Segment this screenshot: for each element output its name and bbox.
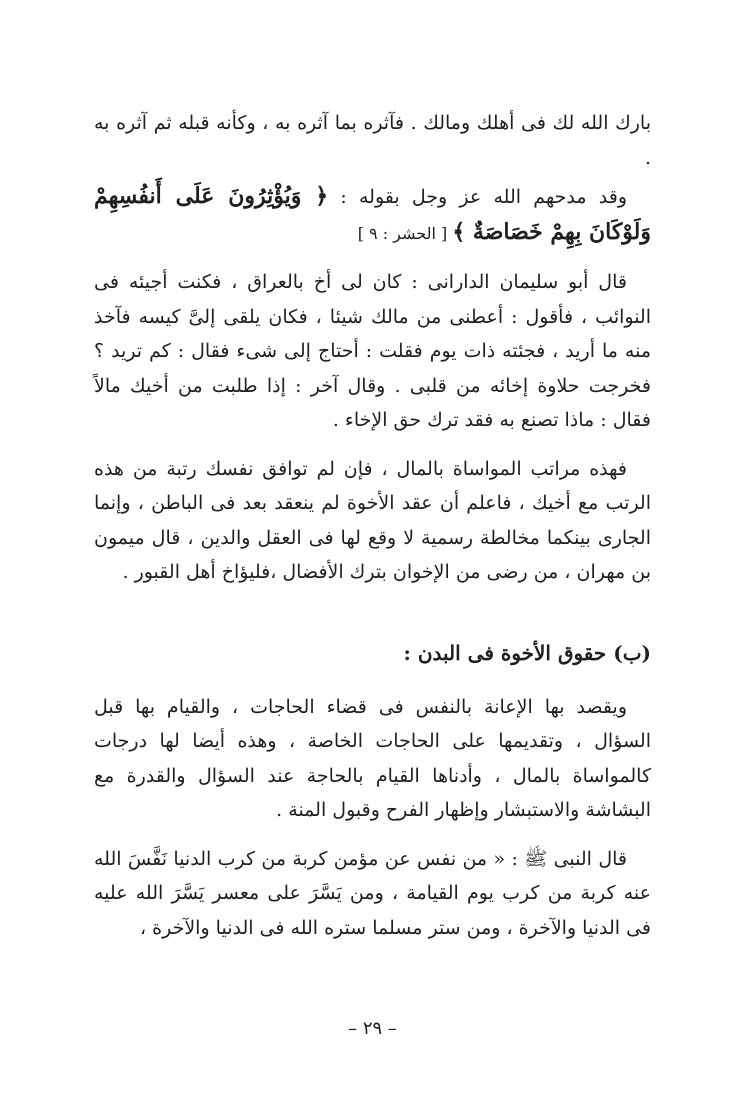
- paragraph-3: قال أبو سليمان الدارانى : كان لى أخ بالعراق ، فكنت أجيئه فى النوائب ، فأقول : أعطنى من مالك شيئا ، فكان يلقى إلىَّ كيسه فآخذ منه ما أريد ، فجئته ذات يوم فقلت : أحتاج إلى شىء فقال : كم تريد ؟ فخرجت حلاوة إخائه من قلبى . وقال آخر : إذا طلبت من أخيك مالاً فقال : ماذا تصنع به فقد ترك حق الإخاء .: [94, 271, 651, 431]
- quran-verse: ﴿ وَيُؤْثِرُونَ عَلَى أَنفُسِهِمْ وَلَوْكَانَ بِهِمْ خَصَاصَةٌ ﴾: [94, 183, 651, 245]
- verse-reference: [ الحشر : ٩ ]: [357, 223, 453, 243]
- page-number: – ٢٩ –: [348, 1018, 397, 1039]
- paragraph-4: فهذه مراتب المواساة بالمال ، فإن لم توافق نفسك رتبة من هذه الرتب مع أخيك ، فاعلم أن عقد الأخوة لم ينعقد بعد فى الباطن ، وإنما الجارى بينكما مخالطة رسمية لا وقع لها فى العقل والدين ، قال ميمون بن مهران ، من رضى من الإخوان بترك الأفضال ،فليؤاخ أهل القبور .: [94, 457, 651, 583]
- paragraph-2: [94, 179, 651, 251]
- paragraph-1: بارك الله لك فى أهلك ومالك . فآثره بما آثره به ، وكأنه قبله ثم آثره به .: [94, 112, 651, 169]
- paragraph-5: ويقصد بها الإعانة بالنفس فى قضاء الحاجات ، والقيام بها قبل السؤال ، وتقديمها على الحاجات الخاصة ، وهذه أيضا لها درجات كالمواساة بالمال ، وأدناها القيام بالحاجة عند السؤال والقدرة مع البشاشة والاستبشار وإظهار الفرح وقبول المنة .: [94, 695, 651, 821]
- paragraph-2-intro: وقد مدحهم الله عز وجل بقوله :: [328, 186, 627, 208]
- section-heading: (ب) حقوق الأخوة فى البدن :: [403, 640, 651, 665]
- paragraph-6: قال النبى ﷺ : « من نفس عن مؤمن كربة من كرب الدنيا نَفَّسَ الله عنه كربة من كرب يوم القيامة ، ومن يَسَّرَ على معسر يَسَّرَ الله عليه فى الدنيا والآخرة ، ومن ستر مسلما ستره الله فى الدنيا والآخرة ،: [94, 847, 651, 939]
